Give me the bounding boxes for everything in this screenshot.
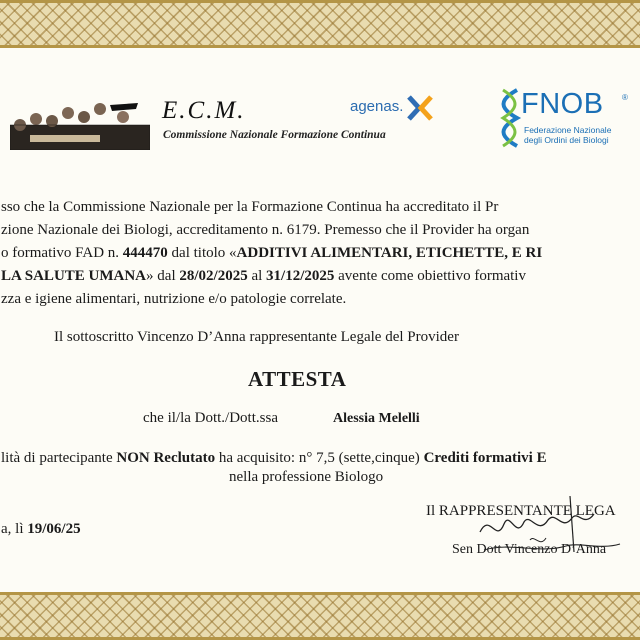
issue-date: 19/06/25 — [27, 521, 81, 537]
representative-name: Sen Dott Vincenzo D’Anna — [452, 542, 607, 557]
start-date: 28/02/2025 — [179, 268, 248, 284]
representative-title: Il RAPPRESENTANTE LEGA — [426, 503, 616, 519]
body-line-4: LA SALUTE UMANA» dal 28/02/2025 al 31/12/2025 avente come obiettivo formativ — [1, 268, 526, 284]
profession-statement: nella professione Biologo — [229, 469, 384, 485]
body-line-1: sso che la Commissione Nazionale per la Formazione Continua ha accreditato il Pr — [1, 199, 499, 215]
fnob-subtitle — [524, 125, 611, 145]
agenas-logo — [350, 95, 435, 121]
course-title: ADDITIVI ALIMENTARI, ETICHETTE, E RI — [236, 245, 543, 261]
fnob-wordmark: FNOB — [521, 88, 604, 120]
body-line-3: o formativo FAD n. 444470 dal titolo «ADDITIVI ALIMENTARI, ETICHETTE, E RI — [1, 245, 543, 261]
body-line-5: zza e igiene alimentari, nutrizione e/o patologie correlate. — [1, 291, 347, 307]
participant-status: NON Reclutato — [116, 450, 216, 466]
end-date: 31/12/2025 — [266, 268, 335, 284]
undersigned-statement: Il sottoscritto Vincenzo D’Anna rappresentante Legale del Provider — [54, 329, 459, 345]
fnob-subtitle-line-1: Federazione Nazionale — [524, 125, 612, 135]
body-line-2: zione Nazionale dei Biologi, accreditamento n. 6179. Premesso che il Provider ha organ — [1, 222, 530, 238]
credits-label: Crediti formativi E — [423, 450, 547, 466]
agenas-wordmark: agenas. — [350, 98, 404, 115]
attesta-heading: ATTESTA — [248, 367, 347, 391]
place-date: a, lì 19/06/25 — [1, 521, 81, 537]
ecm-subtitle: Commissione Nazionale Formazione Continua — [163, 129, 386, 141]
bottom-decorative-border — [0, 592, 640, 640]
credits-statement: lità di partecipante NON Reclutato ha acquisito: n° 7,5 (sette,cinque) Crediti formativi E — [1, 450, 547, 466]
course-number: 444470 — [122, 245, 168, 261]
fnob-subtitle-line-2: degli Ordini dei Biologi — [524, 135, 609, 145]
ecm-title: E.C.M. — [162, 97, 246, 124]
fnob-registered-mark: ® — [622, 93, 628, 102]
anatomy-lesson-painting-icon — [10, 95, 150, 150]
participant-label: che il/la Dott./Dott.ssa — [143, 410, 278, 426]
handwritten-signature — [470, 492, 640, 564]
agenas-mark-icon — [407, 95, 435, 121]
dna-helix-icon — [497, 88, 523, 148]
participant-name: Alessia Melelli — [333, 411, 420, 426]
top-decorative-border — [0, 0, 640, 48]
